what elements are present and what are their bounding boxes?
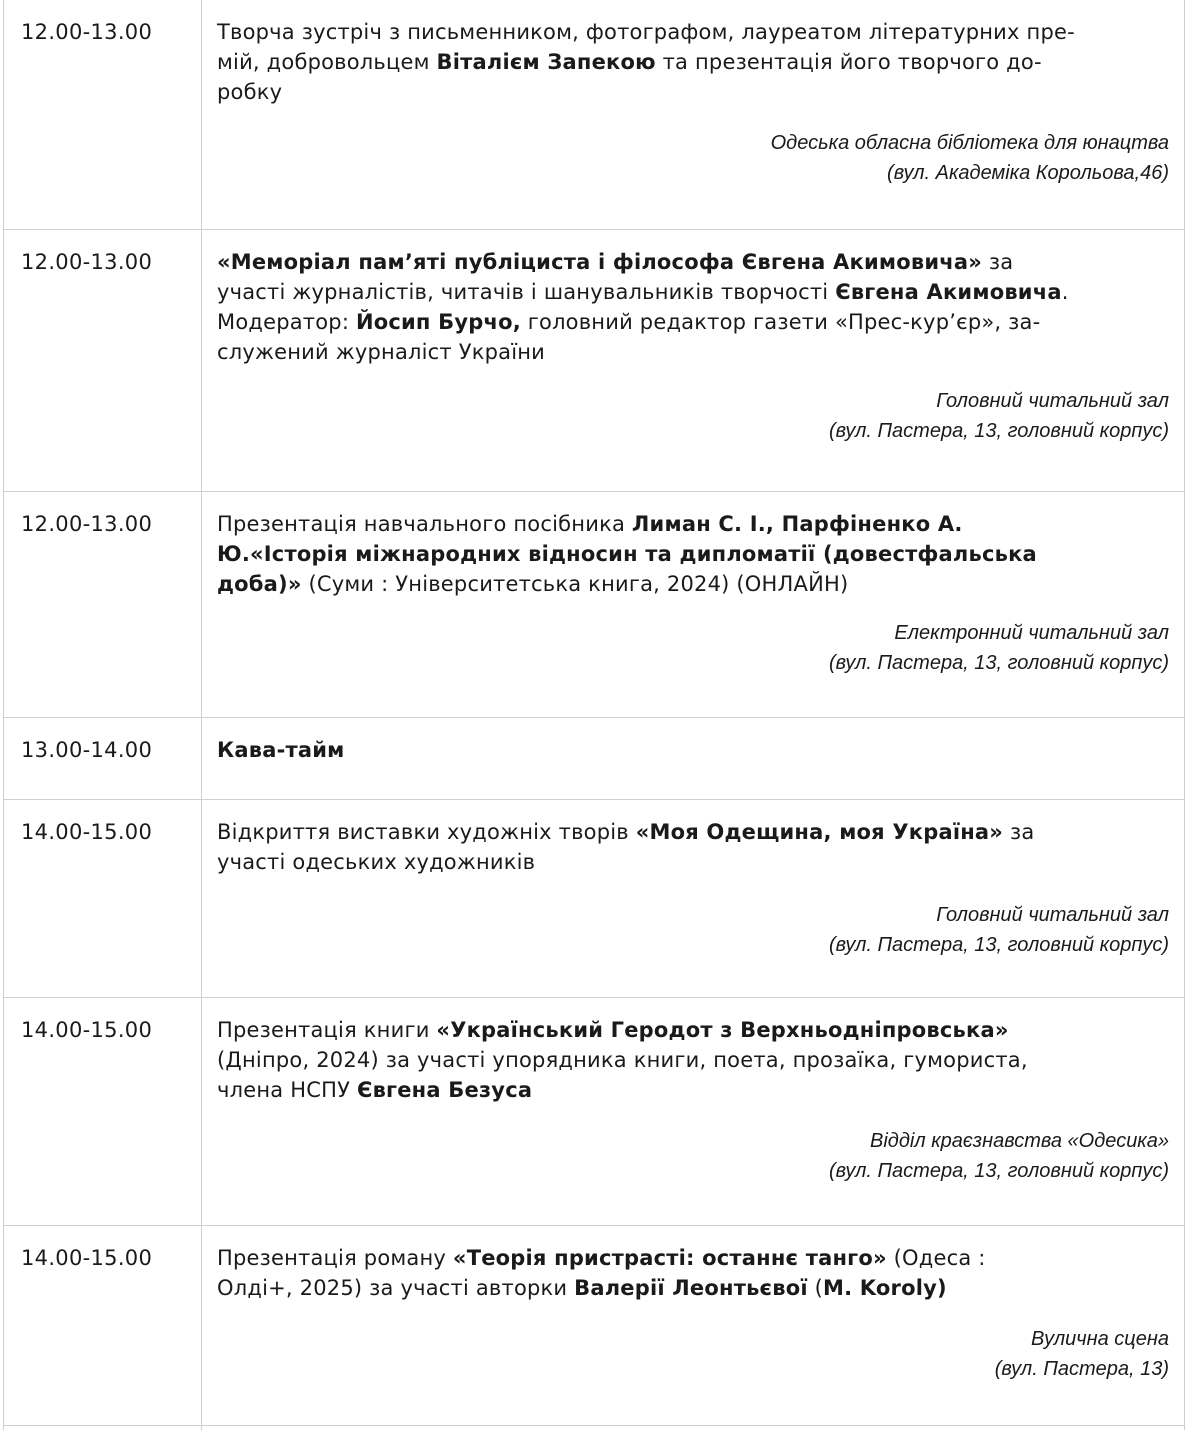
text: Відкриття виставки художніх творів	[217, 820, 636, 844]
description-line	[217, 1015, 1167, 1045]
bold-text: «Меморіал пам’яті публіциста і філософа Євгена Акимовича»	[217, 250, 983, 274]
description-line	[217, 277, 1167, 307]
event-venue	[829, 386, 1169, 446]
table-row	[3, 0, 1185, 230]
text: за	[1003, 820, 1035, 844]
description-line	[217, 539, 1167, 569]
bold-text: Лиман С. І., Парфіненко А.	[631, 512, 963, 536]
bold-text: Валерії Леонтьєвої	[574, 1276, 808, 1300]
event-description	[217, 17, 1167, 107]
event-time: 14.00-15.00	[21, 1246, 153, 1270]
event-time: 14.00-15.00	[21, 1018, 153, 1042]
bold-text: Віталієм Запекою	[436, 50, 656, 74]
event-venue	[829, 1126, 1169, 1186]
bold-text: Кава-тайм	[217, 738, 345, 762]
event-description	[217, 509, 1167, 599]
text: (Дніпро, 2024) за участі упорядника книги, поета, прозаїка, гумориста,	[217, 1048, 1028, 1072]
event-description	[217, 247, 1167, 367]
text: члена НСПУ	[217, 1078, 357, 1102]
venue-address: (вул. Академіка Корольова,46)	[887, 162, 1169, 184]
bold-text: Євгена Акимовича	[835, 280, 1062, 304]
table-row	[3, 800, 1185, 998]
venue-name: Головний читальний зал	[936, 904, 1169, 926]
bold-text: доба)»	[217, 572, 302, 596]
description-line	[217, 569, 1167, 599]
text: .	[1061, 280, 1069, 304]
text: Презентація роману	[217, 1246, 453, 1270]
table-row	[3, 492, 1185, 718]
table-row	[3, 1226, 1185, 1426]
event-description	[217, 817, 1167, 877]
table-row	[3, 718, 1185, 800]
description-line	[217, 307, 1167, 337]
event-time: 12.00-13.00	[21, 512, 153, 536]
bold-text: «Теорія пристрасті: останнє танго»	[452, 1246, 887, 1270]
text: Модератор:	[217, 310, 356, 334]
description-line	[217, 1273, 1167, 1303]
text: Презентація книги	[217, 1018, 437, 1042]
text: участі одеських художників	[217, 850, 536, 874]
text: (	[807, 1276, 823, 1300]
event-time: 12.00-13.00	[21, 20, 153, 44]
event-venue	[829, 618, 1169, 678]
text: участі журналістів, читачів і шанувальників творчості	[217, 280, 836, 304]
venue-name: Одеська обласна бібліотека для юнацтва	[770, 132, 1169, 154]
text: мій, добровольцем	[217, 50, 437, 74]
event-venue	[829, 900, 1169, 960]
text: Олді+, 2025) за участі авторки	[217, 1276, 575, 1300]
bold-text: Йосип Бурчо,	[355, 310, 521, 334]
text: за	[982, 250, 1014, 274]
description-line	[217, 337, 1167, 367]
description-line	[217, 17, 1167, 47]
description-line	[217, 509, 1167, 539]
table-row	[3, 998, 1185, 1226]
venue-name: Відділ краєзнавства «Одесика»	[870, 1130, 1169, 1152]
text: (Суми : Університетська книга, 2024) (ОНЛАЙН)	[301, 572, 849, 596]
description-line	[217, 1045, 1167, 1075]
event-time: 13.00-14.00	[21, 738, 153, 762]
text: Творча зустріч з письменником, фотографом, лауреатом літературних пре-	[217, 20, 1075, 44]
text: служений журналіст України	[217, 340, 546, 364]
venue-name: Електронний читальний зал	[894, 622, 1169, 644]
bold-text: «Український Геродот з Верхньодніпровська»	[436, 1018, 1009, 1042]
venue-address: (вул. Пастера, 13, головний корпус)	[828, 1160, 1169, 1182]
bold-text: Євгена Безуса	[356, 1078, 533, 1102]
description-line	[217, 247, 1167, 277]
venue-address: (вул. Пастера, 13, головний корпус)	[828, 934, 1169, 956]
event-description	[217, 735, 1167, 765]
event-description	[217, 1015, 1167, 1105]
bold-text: M. Koroly)	[823, 1276, 947, 1300]
text: (Одеса :	[886, 1246, 986, 1270]
table-row	[3, 230, 1185, 492]
venue-name: Головний читальний зал	[936, 390, 1169, 412]
description-line	[217, 817, 1167, 847]
event-venue	[771, 128, 1169, 188]
venue-address: (вул. Пастера, 13, головний корпус)	[828, 420, 1169, 442]
event-venue	[995, 1324, 1169, 1384]
text: Презентація навчального посібника	[217, 512, 632, 536]
event-description	[217, 1243, 1167, 1303]
text: та презентація його творчого до-	[655, 50, 1042, 74]
event-time: 14.00-15.00	[21, 820, 153, 844]
venue-address: (вул. Пастера, 13)	[994, 1358, 1169, 1380]
description-line	[217, 47, 1167, 77]
description-line	[217, 77, 1167, 107]
text: головний редактор газети «Прес-кур’єр», за-	[520, 310, 1041, 334]
description-line	[217, 1243, 1167, 1273]
description-line	[217, 735, 1167, 765]
venue-address: (вул. Пастера, 13, головний корпус)	[828, 652, 1169, 674]
description-line	[217, 1075, 1167, 1105]
description-line	[217, 847, 1167, 877]
bold-text: Ю.«Історія міжнародних відносин та дипломатії (довестфальська	[217, 542, 1037, 566]
event-time: 12.00-13.00	[21, 250, 153, 274]
text: робку	[217, 80, 283, 104]
venue-name: Вулична сцена	[1030, 1328, 1169, 1350]
bold-text: «Моя Одещина, моя Україна»	[635, 820, 1004, 844]
